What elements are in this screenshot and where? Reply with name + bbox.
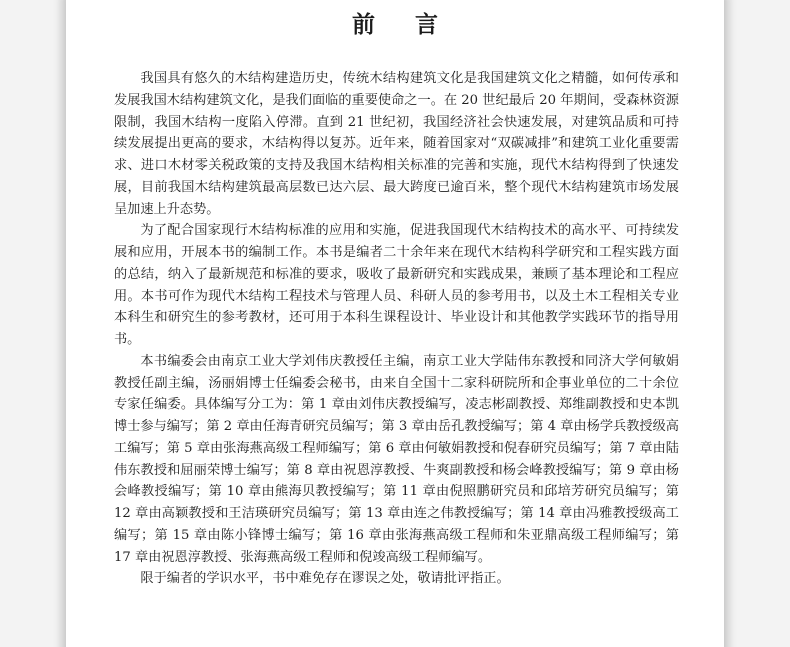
preface-body bbox=[114, 68, 679, 590]
document-page bbox=[66, 0, 724, 647]
paragraph-editors: 本书编委会由南京工业大学刘伟庆教授任主编，南京工业大学陆伟东教授和同济大学何敏娟教授任副主编，汤丽娟博士任编委会秘书，由来自全国十二家科研院所和企事业单位的二十余位专家任编委。具体编写分工为：第 1 章由刘伟庆教授编写，凌志彬副教授、郑维副教授和史本凯博士参与编写；第 2 章由任海青研究员编写；第 3 章由岳孔教授编写；第 4 章由杨学兵教授级高工编写；第 5 章由张海燕高级工程师编写；第 6 章由何敏娟教授和倪春研究员编写；第 7 章由陆伟东教授和屈丽荣博士编写；第 8 章由祝恩淳教授、牛爽副教授和杨会峰教授编写；第 9 章由杨会峰教授编写；第 10 章由熊海贝教授编写；第 11 章由倪照鹏研究员和邱培芳研究员编写；第 12 章由高颖教授和王洁瑛研究员编写；第 13 章由连之伟教授编写；第 14 章由冯雅教授级高工编写；第 15 章由陈小锋博士编写；第 16 章由张海燕高级工程师和朱亚鼎高级工程师编写；第 17 章由祝恩淳教授、张海燕高级工程师和倪竣高级工程师编写。 bbox=[114, 353, 679, 565]
paragraph-purpose: 为了配合国家现行木结构标准的应用和实施，促进我国现代木结构技术的高水平、可持续发展和应用，开展本书的编制工作。本书是编者二十余年来在现代木结构科学研究和工程实践方面的总结，纳入了最新规范和标准的要求，吸收了最新研究和实践成果，兼顾了基本理论和工程应用。本书可作为现代木结构工程技术与管理人员、科研人员的参考用书，以及土木工程相关专业本科生和研究生的参考教材，还可用于本科生课程设计、毕业设计和其他教学实践环节的指导用书。 bbox=[114, 223, 679, 347]
paragraph-closing: 限于编者的学识水平，书中难免存在谬误之处，敬请批评指正。 bbox=[140, 571, 510, 587]
page-title: 前言 bbox=[352, 11, 478, 38]
paragraph-history: 我国具有悠久的木结构建造历史，传统木结构建筑文化是我国建筑文化之精髓，如何传承和发展我国木结构建筑文化，是我们面临的重要使命之一。在 20 世纪最后 20 年期间，受森林资源限制，我国木结构一度陷入停滞。直到 21 世纪初，我国经济社会快速发展，对建筑品质和可持续发展提出更高的要求，木结构得以复苏。近年来，随着国家对“双碳减排”和建筑工业化重要需求、进口木材零关税政策的支持及我国木结构相关标准的完善和实施，现代木结构得到了快速发展，目前我国木结构建筑最高层数已达六层、最大跨度已逾百米，整个现代木结构建筑市场发展呈加速上升态势。 bbox=[114, 71, 679, 217]
